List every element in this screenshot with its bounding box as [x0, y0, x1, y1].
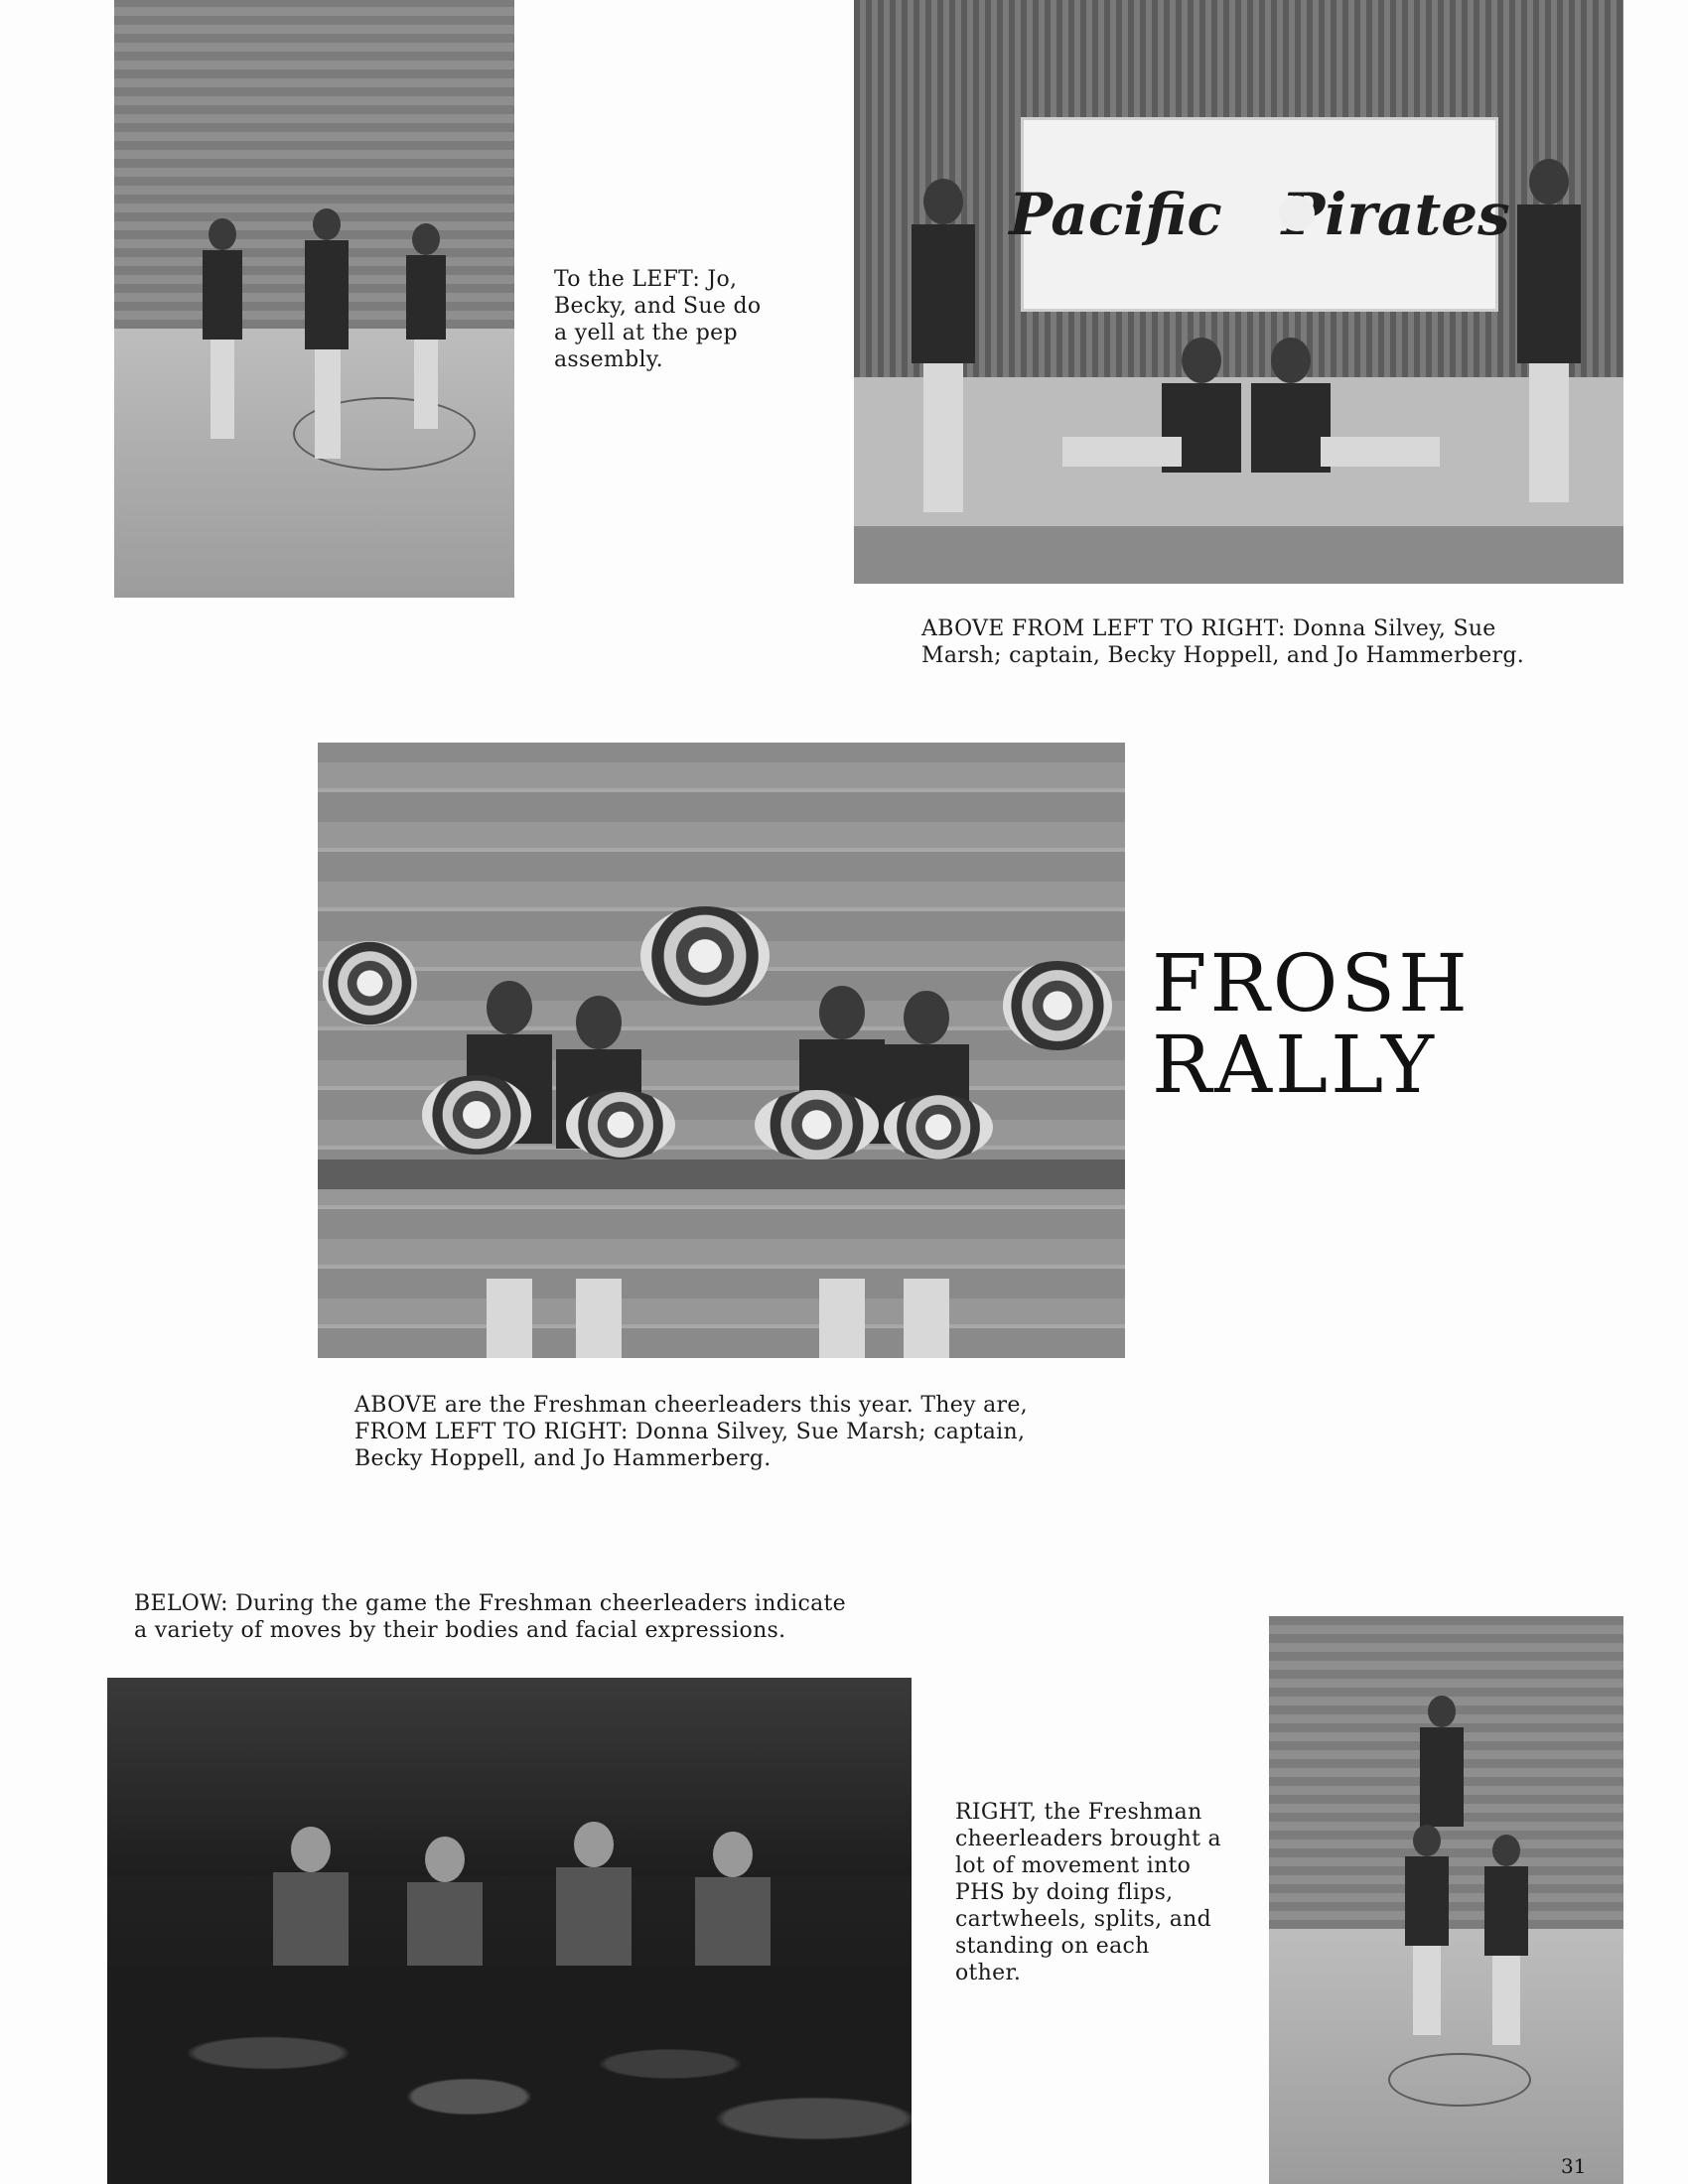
- photo-pyramid-stunt: [1269, 1616, 1623, 2184]
- pom-pom: [323, 941, 417, 1025]
- pom-pom: [640, 906, 770, 1006]
- caption-middle: ABOVE are the Freshman cheerleaders this year. They are, FROM LEFT TO RIGHT: Donna Silvey, Sue Marsh; captain, Becky Hoppell, and Jo Hammerberg.: [354, 1393, 1028, 1471]
- pom-pom: [566, 1090, 675, 1160]
- pom-pom: [422, 1075, 531, 1155]
- pom-pom: [1003, 961, 1112, 1050]
- pom-pom: [884, 1095, 993, 1160]
- photo-pep-assembly-yell: [114, 0, 514, 598]
- caption-above-right: ABOVE FROM LEFT TO RIGHT: Donna Silvey, Sue Marsh; captain, Becky Hoppell, and Jo Hammerberg.: [921, 616, 1525, 668]
- photo-pacific-pirates-banner: [854, 0, 1623, 584]
- page-title: FROSH RALLY: [1152, 937, 1471, 1111]
- crowd: [107, 1966, 912, 2184]
- banner-word-pacific: Pacific: [1009, 181, 1222, 248]
- gym-floor-dark: [107, 1678, 912, 1876]
- banner-word-pirates: Pirates: [1281, 181, 1510, 248]
- photo-freshman-cheerleaders-bleachers: [318, 743, 1125, 1358]
- caption-left-top: To the LEFT: Jo, Becky, and Sue do a yell at the pep assembly.: [554, 267, 762, 372]
- stage-floor: [854, 526, 1623, 584]
- bleachers: [318, 743, 1125, 1358]
- court-circle: [1388, 2053, 1531, 2107]
- pom-pom: [755, 1090, 879, 1160]
- pacific-pirates-banner: [1009, 117, 1510, 312]
- page-number: 31: [1561, 2154, 1587, 2178]
- caption-below: BELOW: During the game the Freshman cheerleaders indicate a variety of moves by their bodies and facial expressions.: [134, 1591, 846, 1643]
- bench-rail: [318, 1160, 1125, 1189]
- photo-game-crowd: [107, 1678, 912, 2184]
- caption-right-bottom: RIGHT, the Freshman cheerleaders brought a lot of movement into PHS by doing flips, cartwheels, splits, and standing on each other.: [955, 1800, 1221, 1985]
